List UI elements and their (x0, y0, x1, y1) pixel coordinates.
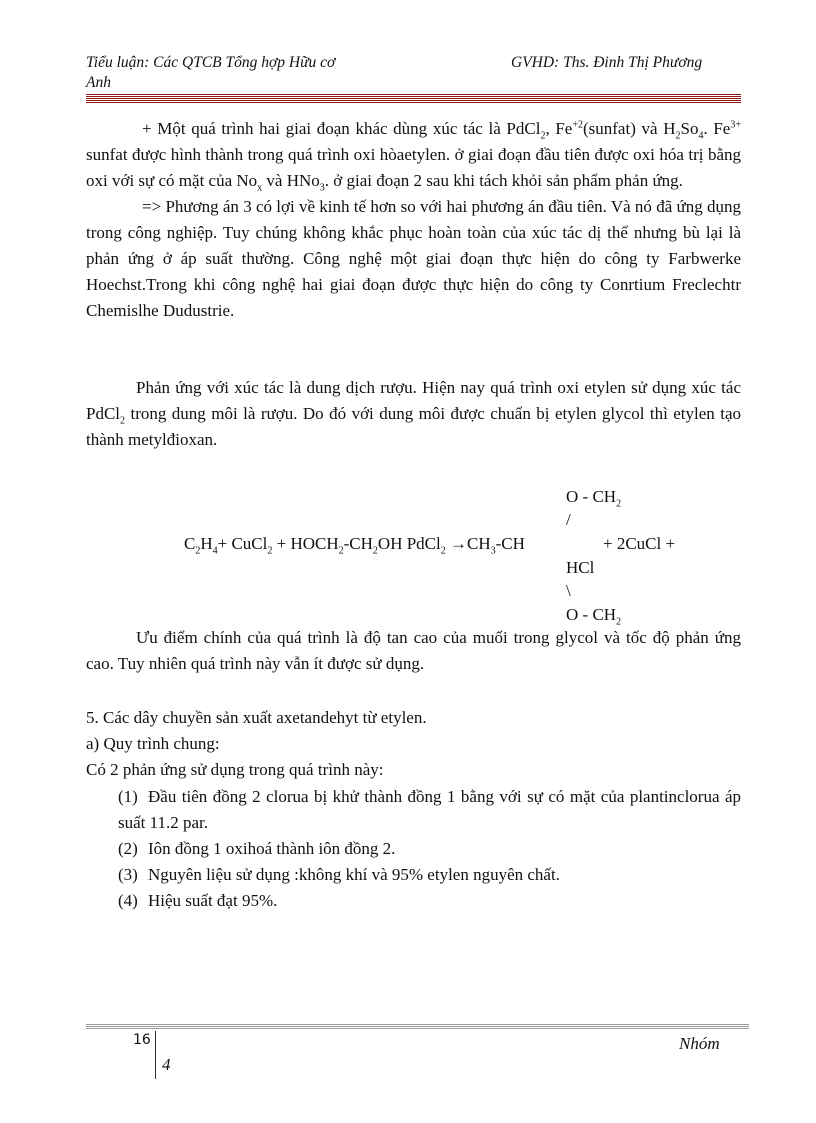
list-item (118, 784, 741, 836)
equation-main-line: $C_2H_4+$ CuCl$_2$ + $HOCH_2-CH_2OH$ PdCl$_2$ $\to CH_3-CH$ (184, 534, 525, 557)
equation-backslash: \ (566, 581, 571, 600)
list-item-number: (1) (118, 787, 138, 806)
list-item-text: Hiệu suất đạt 95%. (148, 891, 278, 910)
list-item (118, 888, 741, 914)
page-number: 16 (133, 1032, 151, 1048)
footer-group-number: 4 (162, 1055, 171, 1074)
header-divider (86, 94, 741, 101)
paragraph-alcohol-catalyst: Phản ứng với xúc tác là dung dịch rượu. Hiện nay quá trình oxi etylen sử dụng xúc tác PdCl$_2$ trong dung môi là rượu. Do đó với dung môi được chuẩn bị etylen glycol thì etylen tạo thành metylđioxan. (86, 378, 741, 449)
footer-divider (86, 1024, 749, 1030)
list-item-number: (3) (118, 865, 138, 884)
list-item-number: (4) (118, 891, 138, 910)
header-course-title (86, 53, 335, 93)
footer-vertical-divider (155, 1031, 156, 1079)
equation-slash: / (566, 510, 571, 529)
header-instructor: GVHD: Ths. Đinh Thị Phương (511, 54, 703, 71)
section-intro: Có 2 phản ứng sử dụng trong quá trình này: (86, 760, 384, 779)
section-production-lines (86, 705, 741, 783)
list-item (118, 862, 741, 888)
header-divider-bottom (86, 102, 741, 103)
body-section-1 (86, 116, 741, 324)
equation-bottom-group: O - $CH_2$ (566, 605, 622, 628)
equation-products: + 2CuCl + (603, 534, 676, 553)
list-item-text: Nguyên liệu sử dụng :không khí và 95% etylen nguyên chất. (148, 865, 560, 884)
list-item (118, 836, 741, 862)
paragraph-catalyst-process: + Một quá trình hai giai đoạn khác dùng xúc tác là PdCl$_2$, $Fe^{+2}(sunfat)$ và $H_2So_4$. $Fe^{3+}$ sunfat được hình thành trong quá trình oxi hòaetylen. ở giai đoạn đầu tiên được oxi hóa trị bằng oxi với sự có mặt của $No_x$ và HNo$_3$. ở giai đoạn 2 sau khi tách khỏi sản phẩm phản ứng. (86, 119, 741, 194)
footer-group-label: Nhóm (679, 1034, 720, 1053)
list-item-text: Đầu tiên đồng 2 clorua bị khử thành đồng 1 bằng với sự có mặt của plantinclorua áp suất 11.2 par. (118, 787, 741, 832)
subsection-title: a) Quy trình chung: (86, 734, 220, 753)
equation-top-group: O - $CH_2$ (566, 487, 622, 510)
section-title: 5. Các dây chuyền sản xuất axetandehyt từ etylen. (86, 708, 427, 727)
equation-hcl: HCl (566, 558, 595, 577)
header-course-title-line2: Anh (86, 74, 111, 91)
paragraph-advantages: Ưu điểm chính của quá trình là độ tan cao của muối trong glycol và tốc độ phản ứng cao. Tuy nhiên quá trình này vẫn ít được sử dụng. (86, 628, 741, 673)
body-section-2 (86, 375, 741, 453)
paragraph-conclusion: => Phương án 3 có lợi về kinh tế hơn so với hai phương án đầu tiên. Và nó đã ứng dụng trong công nghiệp. Tuy chúng không khắc phục hoàn toàn của xúc tác dị thể nhưng bù lại là phản ứng ở áp suất thường. Công nghệ một giai đoạn thực hiện do công ty Farbwerke Hoechst.Trong khi công nghệ hai giai đoạn được thực hiện do công ty Conrtium Freclechtr Chemislhe Dudustrie. (86, 197, 741, 320)
header-course-title-line1: Tiểu luận: Các QTCB Tổng hợp Hữu cơ (86, 54, 336, 71)
list-item-text: Iôn đồng 1 oxihoá thành iôn đồng 2. (148, 839, 396, 858)
list-item-number: (2) (118, 839, 138, 858)
body-section-3 (86, 625, 741, 677)
